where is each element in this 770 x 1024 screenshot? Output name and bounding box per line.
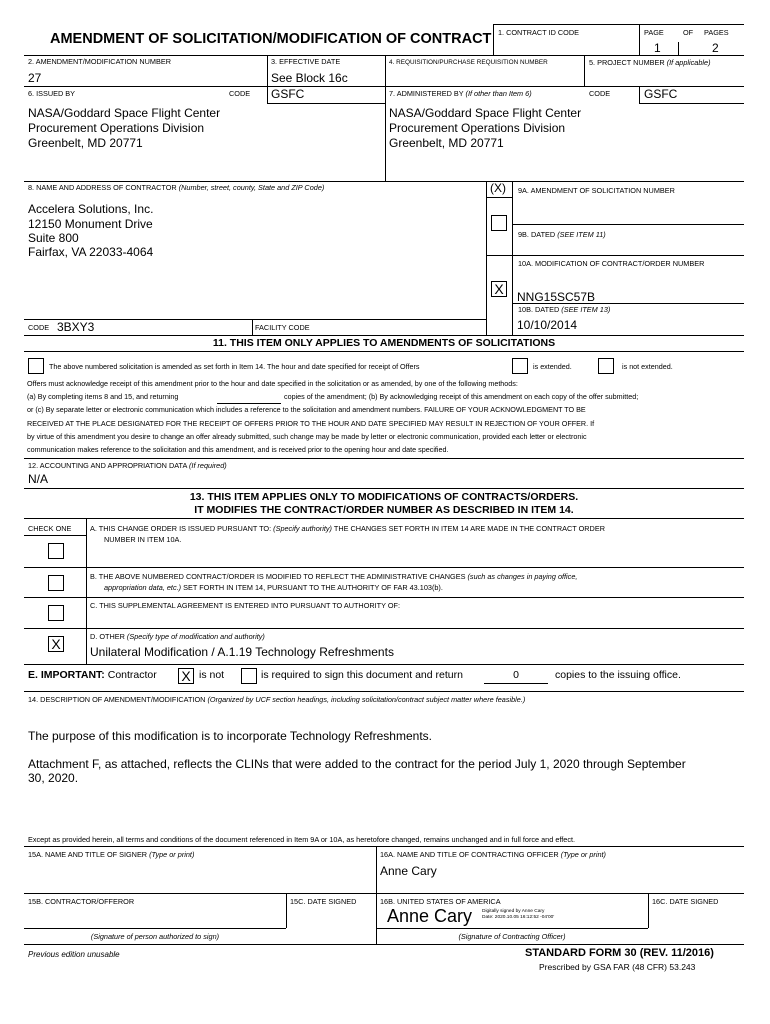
description-paragraph-2b: 30, 2020.: [28, 771, 79, 785]
pages-label: PAGES: [704, 28, 729, 37]
issued-by-label: 6. ISSUED BY: [28, 89, 76, 98]
effective-date-label: 3. EFFECTIVE DATE: [271, 57, 341, 66]
section-13-title-2: IT MODIFIES THE CONTRACT/ORDER NUMBER AS DESCRIBED IN ITEM 14.: [194, 504, 574, 516]
important-line: E. IMPORTANT: Contractor: [28, 669, 157, 681]
section-11-line-5: RECEIVED AT THE PLACE DESIGNATED FOR THE RECEIPT OF OFFERS PRIOR TO THE HOUR AND DATE SPECIFIED MAY RESULT IN REJECTION OF YOUR OFFER. If: [27, 419, 595, 428]
administered-address-2: Procurement Operations Division: [389, 121, 566, 135]
section-13-title-1: 13. THIS ITEM APPLIES ONLY TO MODIFICATIONS OF CONTRACTS/ORDERS.: [189, 491, 579, 503]
except-text: Except as provided herein, all terms and conditions of the document referenced in Item 9A or 10A, as heretofore changed, remains unchanged and in full force and effect.: [28, 835, 576, 844]
item-13d-label: D. OTHER (Specify type of modification and authority): [90, 632, 265, 641]
previous-edition-label: Previous edition unusable: [28, 950, 120, 959]
administered-by-label: 7. ADMINISTERED BY (If other than Item 6): [389, 89, 532, 98]
extended-label: is extended.: [533, 362, 572, 371]
item-13a-checkbox[interactable]: [48, 543, 64, 559]
item-13b-text-2: appropriation data, etc.) SET FORTH IN ITEM 14, PURSUANT TO THE AUTHORITY OF FAR 43.103(b).: [104, 583, 443, 592]
contractor-address-4: Fairfax, VA 22033-4064: [28, 245, 154, 259]
form-title: AMENDMENT OF SOLICITATION/MODIFICATION OF CONTRACT: [50, 31, 492, 47]
item-13a-text-1: A. THIS CHANGE ORDER IS ISSUED PURSUANT TO: (Specify authority) THE CHANGES SET FORTH IN ITEM 14 ARE MADE IN THE CONTRACT ORDER: [90, 524, 605, 533]
section-11-line-6: by virtue of this amendment you desire to change an offer already submitted, such change may be made by letter or electronic communication, provided each letter or electronic: [27, 432, 587, 441]
issued-code-value: GSFC: [271, 87, 305, 101]
check-one-label: CHECK ONE: [28, 524, 72, 533]
signer-name-label: 15A. NAME AND TITLE OF SIGNER (Type or print): [28, 850, 195, 859]
issued-address-2: Procurement Operations Division: [28, 121, 205, 135]
project-number-label: 5. PROJECT NUMBER (If applicable): [589, 58, 711, 67]
important-required-label: is required to sign this document and return: [261, 669, 463, 681]
accounting-value: N/A: [28, 472, 49, 486]
not-extended-checkbox[interactable]: [598, 358, 614, 374]
item-13c-checkbox[interactable]: [48, 605, 64, 621]
item-13a-text-2: NUMBER IN ITEM 10A.: [104, 535, 182, 544]
item-10-checkbox-checked[interactable]: X: [491, 281, 507, 297]
contracting-officer-name-value: Anne Cary: [380, 864, 437, 878]
description-paragraph-1: The purpose of this modification is to incorporate Technology Refreshments.: [28, 729, 432, 743]
item-13c-text: C. THIS SUPPLEMENTAL AGREEMENT IS ENTERED INTO PURSUANT TO AUTHORITY OF:: [90, 601, 401, 610]
item-10b-value: 10/10/2014: [517, 318, 578, 332]
important-is-not-label: is not: [199, 669, 225, 681]
contractor-date-signed-label: 15C. DATE SIGNED: [290, 897, 357, 906]
section-11-title: 11. THIS ITEM ONLY APPLIES TO AMENDMENTS OF SOLICITATIONS: [212, 337, 556, 349]
contractor-code-label: CODE: [28, 323, 50, 332]
administered-address-1: NASA/Goddard Space Flight Center: [389, 106, 582, 120]
issued-address-3: Greenbelt, MD 20771: [28, 136, 143, 150]
standard-form-name: STANDARD FORM 30 (REV. 11/2016): [525, 947, 714, 959]
digital-signature-line-2: Date: 2020.10.05 16:12:52 -04'00': [482, 915, 555, 920]
contractor-offeror-label: 15B. CONTRACTOR/OFFEROR: [28, 897, 135, 906]
important-copies-label: copies to the issuing office.: [555, 669, 681, 681]
total-pages: 2: [712, 41, 719, 55]
section-11-line-7: communication makes reference to the solicitation and this amendment, and is received prior to the opening hour and date specified.: [27, 445, 449, 454]
page-label: PAGE: [644, 28, 664, 37]
administered-code-label: CODE: [589, 89, 611, 98]
section-11-line-4: or (c) By separate letter or electronic communication which includes a reference to the solicitation and amendment numbers. FAILURE OF YOUR ACKNOWLEDGMENT TO BE: [27, 405, 586, 414]
digital-signature-name: Anne Cary: [387, 906, 473, 926]
effective-date-value: See Block 16c: [271, 71, 348, 85]
important-copies-value: 0: [513, 669, 519, 681]
contracting-officer-name-label: 16A. NAME AND TITLE OF CONTRACTING OFFICER (Type or print): [380, 850, 606, 859]
requisition-label: 4. REQUISITION/PURCHASE REQUISITION NUMBER: [389, 59, 548, 66]
section-11-line-2: Offers must acknowledge receipt of this amendment prior to the hour and date specified in the solicitation or as amended, by one of the following methods:: [27, 379, 518, 388]
contract-id-label: 1. CONTRACT ID CODE: [498, 28, 579, 37]
important-is-required-checkbox[interactable]: [241, 668, 257, 684]
item-13d-value: Unilateral Modification / A.1.19 Technology Refreshments: [90, 645, 394, 659]
signature-person-label: (Signature of person authorized to sign): [90, 932, 220, 941]
issued-code-label: CODE: [229, 89, 251, 98]
section-11-line-3b: copies of the amendment; (b) By acknowledging receipt of this amendment on each copy of the offer submitted;: [284, 392, 639, 401]
amendment-number-label: 2. AMENDMENT/MODIFICATION NUMBER: [28, 57, 171, 66]
administered-address-3: Greenbelt, MD 20771: [389, 136, 504, 150]
item-11-solicitation-checkbox[interactable]: [28, 358, 44, 374]
item-10a-value: NNG15SC57B: [517, 290, 596, 304]
important-is-not-checkbox-checked[interactable]: X: [178, 668, 194, 684]
contractor-address-3: Suite 800: [28, 231, 79, 245]
administered-code-value: GSFC: [644, 87, 678, 101]
x-column-header: (X): [490, 181, 506, 195]
contractor-address-1: Accelera Solutions, Inc.: [28, 202, 154, 216]
amendment-number-value: 27: [28, 71, 42, 85]
item-13d-checkbox-checked[interactable]: X: [48, 636, 64, 652]
of-label: OF: [683, 28, 694, 37]
item-13b-text-1: B. THE ABOVE NUMBERED CONTRACT/ORDER IS MODIFIED TO REFLECT THE ADMINISTRATIVE CHANGES (such as changes in paying office,: [90, 572, 578, 581]
description-paragraph-2a: Attachment F, as attached, reflects the CLINs that were added to the contract for the period July 1, 2020 through September: [28, 757, 686, 771]
section-11-line-3a: (a) By completing items 8 and 15, and returning: [27, 392, 179, 401]
usa-label: 16B. UNITED STATES OF AMERICA: [380, 897, 501, 906]
signature-officer-label: (Signature of Contracting Officer): [458, 932, 566, 941]
item-9a-label: 9A. AMENDMENT OF SOLICITATION NUMBER: [518, 186, 675, 195]
extended-checkbox[interactable]: [512, 358, 528, 374]
not-extended-label: is not extended.: [622, 362, 673, 371]
contractor-label: 8. NAME AND ADDRESS OF CONTRACTOR (Number, street, county, State and ZIP Code): [28, 183, 325, 192]
item-10a-label: 10A. MODIFICATION OF CONTRACT/ORDER NUMBER: [518, 259, 705, 268]
issued-address-1: NASA/Goddard Space Flight Center: [28, 106, 221, 120]
item-13b-checkbox[interactable]: [48, 575, 64, 591]
item-10b-label: 10B. DATED (SEE ITEM 13): [518, 305, 611, 314]
page-number: 1: [654, 41, 661, 55]
facility-code-label: FACILITY CODE: [255, 323, 310, 332]
prescribed-by: Prescribed by GSA FAR (48 CFR) 53.243: [539, 962, 696, 972]
contractor-code-value: 3BXY3: [57, 320, 95, 334]
item-9-checkbox[interactable]: [491, 215, 507, 231]
section-11-text: The above numbered solicitation is amended as set forth in Item 14. The hour and date specified for receipt of Offers: [49, 362, 420, 371]
officer-date-signed-label: 16C. DATE SIGNED: [652, 897, 719, 906]
accounting-label: 12. ACCOUNTING AND APPROPRIATION DATA (If required): [28, 461, 227, 470]
digital-signature-line-1: Digitally signed by Anne Cary: [482, 909, 545, 914]
item-9b-label: 9B. DATED (SEE ITEM 11): [518, 230, 606, 239]
contractor-address-2: 12150 Monument Drive: [28, 217, 153, 231]
description-label: 14. DESCRIPTION OF AMENDMENT/MODIFICATION (Organized by UCF section headings, including solicitation/contract subject matter where feasible.): [28, 695, 526, 704]
